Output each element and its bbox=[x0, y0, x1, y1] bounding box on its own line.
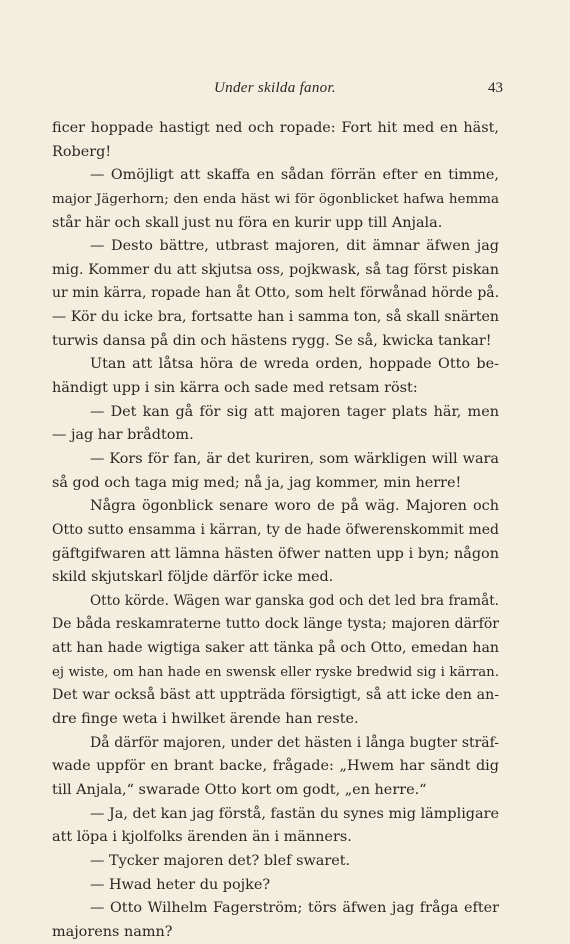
running-title: Under skilda fanor. bbox=[214, 80, 336, 96]
text-line: Då därför majoren, under det hästen i långa bugter sträf- bbox=[90, 734, 499, 751]
text-line: Otto körde. Wägen war ganska god och det led bra framåt. bbox=[90, 592, 499, 609]
text-line: står här och skall just nu föra en kurir upp till Anjala. bbox=[52, 214, 443, 231]
page-header bbox=[50, 80, 503, 100]
text-line: mig. Kommer du att skjutsa oss, pojkwask, så tag först piskan bbox=[52, 261, 499, 278]
text-line: — Tycker majoren det? blef swaret. bbox=[90, 852, 351, 869]
text-line: — Hwad heter du pojke? bbox=[90, 876, 271, 893]
text-line: Utan att låtsa höra de wreda orden, hoppade Otto be- bbox=[90, 356, 499, 373]
text-line: Roberg! bbox=[52, 143, 112, 160]
text-line: turwis dansa på din och hästens rygg. Se så, kwicka tankar! bbox=[52, 332, 492, 349]
text-line: Några ögonblick senare woro de på wäg. Majoren och bbox=[90, 498, 499, 515]
text-line: — Kors för fan, är det kuriren, som wärkligen will wara bbox=[90, 450, 499, 467]
text-line: Otto sutto ensamma i kärran, ty de hade öfwerenskommit med bbox=[52, 521, 499, 538]
text-line: till Anjala,“ swarade Otto kort om godt, „en herre.“ bbox=[52, 781, 427, 798]
text-line: major Jägerhorn; den enda häst wi för ögonblicket hafwa hemma bbox=[52, 191, 499, 207]
text-line: så god och taga mig med; nå ja, jag kommer, min herre! bbox=[52, 474, 462, 491]
text-line: Det war också bäst att uppträda försigtigt, så att icke den an- bbox=[52, 687, 499, 704]
text-line: gäftgifwaren att lämna hästen öfwer natten upp i byn; någon bbox=[52, 545, 499, 562]
text-line: händigt upp i sin kärra och sade med retsam röst: bbox=[52, 380, 418, 397]
text-line: — Desto bättre, utbrast majoren, dit ämnar äfwen jag bbox=[90, 238, 499, 255]
text-line: att han hade wigtiga saker att tänka på och Otto, emedan han bbox=[52, 640, 499, 657]
text-line: ficer hoppade hastigt ned och ropade: Fort hit med en häst, bbox=[52, 120, 499, 136]
text-line: att löpa i kjolfolks ärenden än i männers. bbox=[52, 829, 352, 846]
text-line: dre finge weta i hwilket ärende han reste. bbox=[52, 711, 359, 728]
text-line: De båda reskamraterne tutto dock länge tysta; majoren därför bbox=[52, 616, 499, 633]
text-line: — Ja, det kan jag förstå, fastän du synes mig lämpligare bbox=[90, 805, 499, 822]
text-line: ej wiste, om han hade en swensk eller ryske bredwid sig i kärran. bbox=[52, 664, 499, 680]
text-line: wade uppför en brant backe, frågade: „Hwem har sändt dig bbox=[52, 758, 499, 775]
text-line: — Otto Wilhelm Fagerström; törs äfwen jag fråga efter bbox=[90, 900, 499, 917]
text-line: skild skjutskarl följde därför icke med. bbox=[52, 569, 334, 586]
text-line: ur min kärra, ropade han åt Otto, som helt förwånad hörde på. bbox=[52, 285, 499, 302]
text-line: — Kör du icke bra, fortsatte han i samma ton, så skall snärten bbox=[52, 309, 499, 326]
text-line: — Omöjligt att skaffa en sådan förrän efter en timme, bbox=[90, 167, 499, 184]
text-line: — Det kan gå för sig att majoren tager plats här, men bbox=[90, 403, 499, 420]
text-line: majorens namn? bbox=[52, 923, 173, 940]
text-line: — jag har brådtom. bbox=[52, 427, 194, 444]
body-text bbox=[52, 117, 499, 944]
page-number: 43 bbox=[488, 80, 503, 96]
